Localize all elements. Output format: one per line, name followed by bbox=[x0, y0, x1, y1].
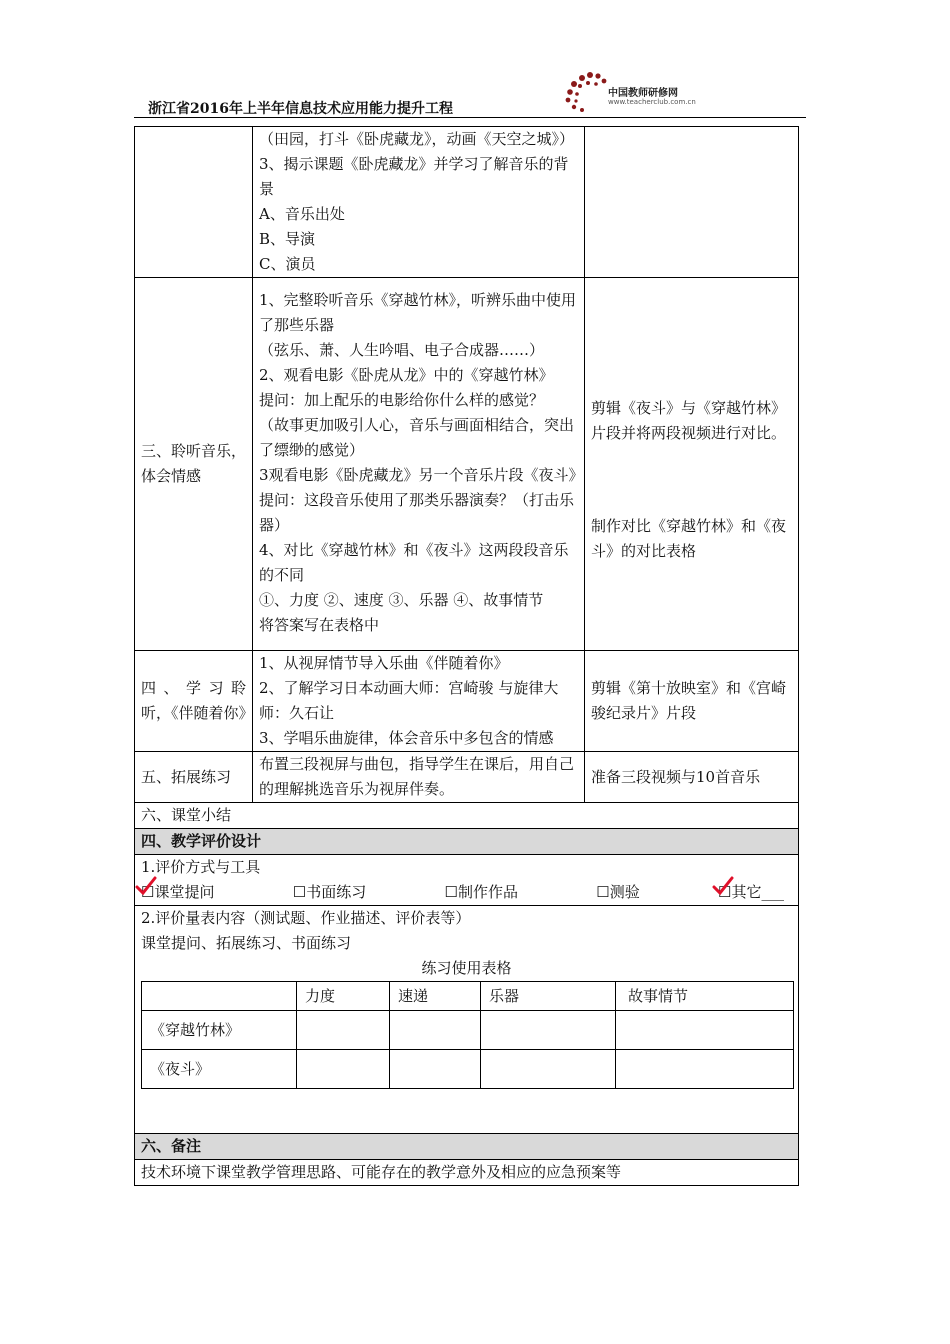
table-row bbox=[142, 1011, 794, 1050]
media-cell bbox=[585, 127, 799, 278]
table-cell[interactable] bbox=[616, 1011, 794, 1050]
table-cell[interactable] bbox=[297, 1050, 390, 1089]
header-cell: 乐器 bbox=[481, 982, 616, 1011]
content-line: 4、对比《穿越竹林》和《夜斗》这两段段音乐的不同 bbox=[259, 541, 569, 584]
option-quiz[interactable] bbox=[596, 880, 639, 905]
header-cell: 故事情节 bbox=[616, 982, 794, 1011]
check-mark-icon bbox=[712, 876, 734, 896]
stage-cell bbox=[135, 752, 253, 803]
stage-label: 三、聆听音乐，体会情感 bbox=[141, 442, 247, 485]
evaluation-methods-cell bbox=[135, 855, 799, 906]
table-cell[interactable] bbox=[481, 1011, 616, 1050]
option-label: ☐制作作品 bbox=[444, 883, 518, 901]
content-line: （故事更加吸引人心，音乐与画面相结合，突出了缥缈的感觉） bbox=[259, 416, 575, 459]
content-cell bbox=[253, 651, 585, 752]
evaluation-section-title: 四、教学评价设计 bbox=[135, 829, 799, 855]
table-cell[interactable] bbox=[481, 1050, 616, 1089]
table-cell: 《穿越竹林》 bbox=[142, 1011, 297, 1050]
content-line: ①、力度 ②、速度 ③、乐器 ④、故事情节 bbox=[259, 591, 544, 609]
table-cell[interactable] bbox=[390, 1050, 481, 1089]
evaluation-section-row bbox=[135, 829, 799, 855]
methods-title: 1.评价方式与工具 bbox=[141, 858, 261, 876]
step-row-listen bbox=[135, 278, 799, 651]
check-mark-icon bbox=[135, 876, 157, 896]
evaluation-rubric-cell bbox=[135, 906, 799, 1134]
content-cell bbox=[253, 127, 585, 278]
notes-section-row bbox=[135, 1134, 799, 1160]
media-cell bbox=[585, 278, 799, 651]
media-note: 制作对比《穿越竹林》和《夜斗》的对比表格 bbox=[591, 517, 787, 560]
lesson-table bbox=[134, 126, 799, 1186]
content-cell bbox=[253, 752, 585, 803]
option-label: ☐测验 bbox=[596, 883, 640, 901]
option-make-work[interactable] bbox=[445, 880, 518, 905]
option-label: ☐其它___ bbox=[718, 883, 784, 901]
stage-label: 四、学习聆听，《伴随着你》 bbox=[141, 679, 254, 722]
step-row-learn bbox=[135, 651, 799, 752]
content-line: C、演员 bbox=[259, 255, 316, 273]
header-cell bbox=[142, 982, 297, 1011]
lesson-plan bbox=[134, 126, 798, 1186]
exercise-table-header bbox=[142, 982, 794, 1011]
table-cell[interactable] bbox=[390, 1011, 481, 1050]
media-cell bbox=[585, 651, 799, 752]
header-cell: 速递 bbox=[390, 982, 481, 1011]
evaluation-methods-row bbox=[135, 855, 799, 906]
table-caption: 练习使用表格 bbox=[421, 959, 512, 977]
content-line: 布置三段视屏与曲包，指导学生在课后，用自己的理解挑选音乐为视屏伴奏。 bbox=[259, 755, 575, 798]
rubric-items: 课堂提问、拓展练习、书面练习 bbox=[141, 934, 352, 952]
content-line: 2、观看电影《卧虎从龙》中的《穿越竹林》 bbox=[259, 366, 554, 384]
content-line: A、音乐出处 bbox=[259, 205, 345, 223]
table-cell[interactable] bbox=[616, 1050, 794, 1089]
notes-section-title: 六、备注 bbox=[135, 1134, 799, 1160]
content-line: 3观看电影《卧虎藏龙》另一个音乐片段《夜斗》 bbox=[259, 466, 584, 484]
option-written-exercise[interactable] bbox=[293, 880, 366, 905]
stage-cell bbox=[135, 651, 253, 752]
table-cell[interactable] bbox=[297, 1011, 390, 1050]
evaluation-rubric-row bbox=[135, 906, 799, 1134]
content-line: 3、学唱乐曲旋律，体会音乐中多包含的情感 bbox=[259, 729, 554, 747]
content-line: （弦乐、萧、人生吟唱、电子合成器……） bbox=[259, 341, 545, 359]
content-line: 1、完整聆听音乐《穿越竹林》，听辨乐曲中使用了那些乐器 bbox=[259, 291, 577, 334]
content-line: 2、了解学习日本动画大师：宫崎骏 与旋律大师：久石让 bbox=[259, 679, 559, 722]
content-line: 3、揭示课题《卧虎藏龙》并学习了解音乐的背景 bbox=[259, 155, 569, 198]
content-cell bbox=[253, 278, 585, 651]
media-note: 准备三段视频与10首音乐 bbox=[591, 767, 761, 786]
exercise-table bbox=[141, 981, 794, 1089]
notes-text: 技术环境下课堂教学管理思路、可能存在的教学意外及相应的应急预案等 bbox=[135, 1160, 799, 1186]
stage-label: 五、拓展练习 bbox=[141, 767, 232, 786]
option-other[interactable] bbox=[718, 880, 784, 905]
media-note: 剪辑《第十放映室》和《宫崎骏纪录片》片段 bbox=[591, 679, 787, 722]
notes-row bbox=[135, 1160, 799, 1186]
summary-row bbox=[135, 803, 799, 829]
step-row-continued bbox=[135, 127, 799, 278]
stage-cell bbox=[135, 127, 253, 278]
table-cell: 《夜斗》 bbox=[142, 1050, 297, 1089]
media-cell bbox=[585, 752, 799, 803]
option-label: ☐书面练习 bbox=[292, 883, 367, 901]
header-rule bbox=[134, 117, 806, 118]
content-line: 提问：这段音乐使用了那类乐器演奏？（打击乐器） bbox=[259, 491, 575, 534]
rubric-title: 2.评价量表内容（测试题、作业描述、评价表等） bbox=[141, 909, 471, 927]
header-title: 浙江省2016年上半年信息技术应用能力提升工程 bbox=[148, 101, 453, 117]
step-row-extend bbox=[135, 752, 799, 803]
stage-cell bbox=[135, 278, 253, 651]
table-row bbox=[142, 1050, 794, 1089]
content-line: B、导演 bbox=[259, 230, 316, 248]
content-line: 提问：加上配乐的电影给你什么样的感觉？ bbox=[259, 391, 545, 409]
method-options bbox=[141, 880, 792, 905]
content-line: 将答案写在表格中 bbox=[259, 616, 380, 634]
summary-cell: 六、课堂小结 bbox=[135, 803, 799, 829]
content-line: （田园，打斗《卧虎藏龙》，动画《天空之城》） bbox=[259, 130, 575, 148]
logo-name: 中国教师研修网 bbox=[608, 88, 678, 99]
header-cell: 力度 bbox=[297, 982, 390, 1011]
option-class-questions[interactable] bbox=[141, 880, 214, 905]
content-line: 1、从视屏情节导入乐曲《伴随着你》 bbox=[259, 654, 509, 672]
media-note: 剪辑《夜斗》与《穿越竹林》片段并将两段视频进行对比。 bbox=[591, 399, 787, 442]
option-label: ☐课堂提问 bbox=[141, 883, 215, 901]
logo-url: www.teacherclub.com.cn bbox=[608, 98, 696, 106]
